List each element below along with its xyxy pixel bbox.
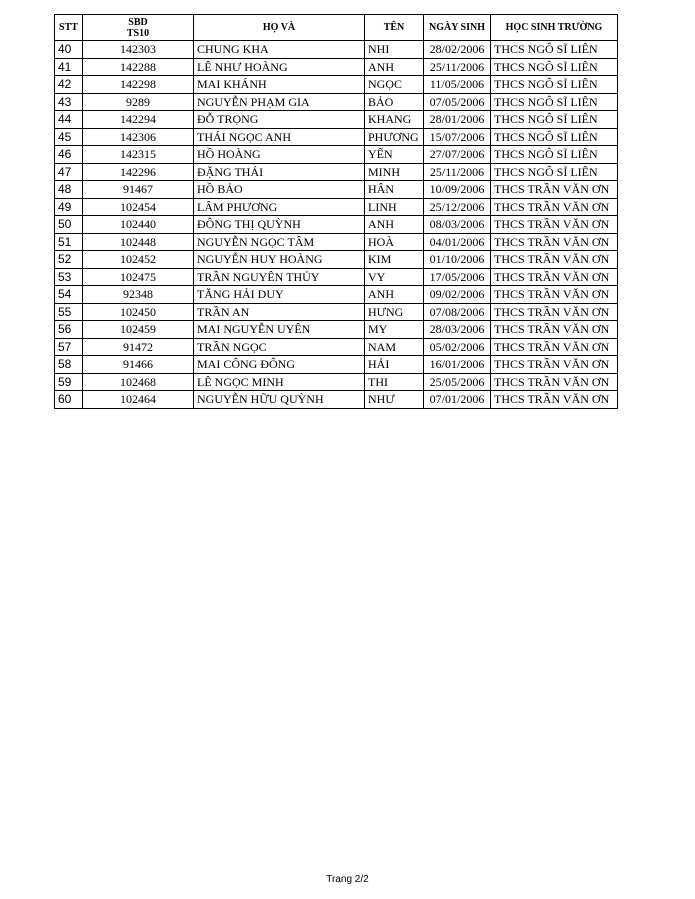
cell-stt: 60 [55,391,83,409]
table-row [55,163,618,181]
cell-ho-va: MAI KHÁNH [194,76,365,94]
cell-ten: VY [365,268,424,286]
cell-stt: 42 [55,76,83,94]
cell-sbd: 92348 [83,286,194,304]
table-row [55,216,618,234]
cell-ngay-sinh: 07/05/2006 [424,93,491,111]
cell-ten: BẢO [365,93,424,111]
cell-ho-va: NGUYỄN HỮU QUỲNH [194,391,365,409]
header-sbd-line1: SBD [128,16,148,28]
cell-ho-va: TRẦN AN [194,303,365,321]
cell-ten: THI [365,373,424,391]
cell-truong: THCS TRẦN VĂN ƠN [491,303,618,321]
cell-truong: THCS NGÔ SĨ LIÊN [491,146,618,164]
cell-ngay-sinh: 09/02/2006 [424,286,491,304]
cell-ho-va: HỒ HOÀNG [194,146,365,164]
table-row [55,41,618,59]
table-row [55,233,618,251]
cell-stt: 58 [55,356,83,374]
cell-ngay-sinh: 11/05/2006 [424,76,491,94]
table-row [55,303,618,321]
cell-ten: PHƯƠNG [365,128,424,146]
cell-ho-va: ĐẶNG THÁI [194,163,365,181]
cell-ngay-sinh: 25/12/2006 [424,198,491,216]
cell-ho-va: LÊ NGỌC MINH [194,373,365,391]
cell-sbd: 142315 [83,146,194,164]
header-ho-va: HỌ VÀ [194,15,365,41]
cell-ngay-sinh: 25/11/2006 [424,58,491,76]
cell-ho-va: NGUYỄN NGỌC TÂM [194,233,365,251]
cell-sbd: 102448 [83,233,194,251]
cell-truong: THCS NGÔ SĨ LIÊN [491,58,618,76]
cell-sbd: 142294 [83,111,194,129]
cell-truong: THCS TRẦN VĂN ƠN [491,391,618,409]
table-row [55,321,618,339]
cell-sbd: 91466 [83,356,194,374]
cell-ten: ANH [365,286,424,304]
cell-truong: THCS TRẦN VĂN ƠN [491,181,618,199]
cell-stt: 41 [55,58,83,76]
cell-ten: NHƯ [365,391,424,409]
cell-sbd: 102454 [83,198,194,216]
cell-ho-va: MAI CÔNG ĐÔNG [194,356,365,374]
cell-ten: MINH [365,163,424,181]
cell-stt: 47 [55,163,83,181]
cell-ngay-sinh: 10/09/2006 [424,181,491,199]
table-row [55,338,618,356]
cell-sbd: 142303 [83,41,194,59]
cell-ten: ANH [365,58,424,76]
cell-stt: 52 [55,251,83,269]
cell-stt: 43 [55,93,83,111]
cell-ho-va: ĐÔNG THỊ QUỲNH [194,216,365,234]
cell-sbd: 102475 [83,268,194,286]
cell-ho-va: NGUYỄN PHẠM GIA [194,93,365,111]
cell-ten: HẢI [365,356,424,374]
table-row [55,356,618,374]
cell-ten: MY [365,321,424,339]
cell-stt: 46 [55,146,83,164]
cell-stt: 49 [55,198,83,216]
cell-ho-va: TĂNG HẢI DUY [194,286,365,304]
table-row [55,286,618,304]
cell-ho-va: ĐỖ TRỌNG [194,111,365,129]
table-row [55,93,618,111]
cell-truong: THCS TRẦN VĂN ƠN [491,233,618,251]
cell-stt: 57 [55,338,83,356]
cell-stt: 53 [55,268,83,286]
cell-truong: THCS NGÔ SĨ LIÊN [491,163,618,181]
cell-truong: THCS TRẦN VĂN ƠN [491,198,618,216]
header-ngay-sinh: NGÀY SINH [424,15,491,41]
cell-ngay-sinh: 01/10/2006 [424,251,491,269]
cell-ho-va: HỒ BẢO [194,181,365,199]
table-row [55,76,618,94]
cell-ngay-sinh: 04/01/2006 [424,233,491,251]
cell-truong: THCS NGÔ SĨ LIÊN [491,111,618,129]
cell-sbd: 142288 [83,58,194,76]
cell-ten: KHANG [365,111,424,129]
header-sbd [83,15,194,41]
cell-truong: THCS NGÔ SĨ LIÊN [491,128,618,146]
cell-sbd: 91467 [83,181,194,199]
table-row [55,251,618,269]
table-row [55,128,618,146]
cell-stt: 40 [55,41,83,59]
cell-truong: THCS TRẦN VĂN ƠN [491,356,618,374]
cell-truong: THCS TRẦN VĂN ƠN [491,321,618,339]
cell-stt: 56 [55,321,83,339]
header-truong: HỌC SINH TRƯỜNG [491,15,618,41]
cell-ten: HƯNG [365,303,424,321]
cell-ngay-sinh: 08/03/2006 [424,216,491,234]
cell-ho-va: THÁI NGỌC ANH [194,128,365,146]
cell-truong: THCS NGÔ SĨ LIÊN [491,76,618,94]
cell-ten: HOÀ [365,233,424,251]
cell-ho-va: MAI NGUYỄN UYÊN [194,321,365,339]
cell-ten: HÂN [365,181,424,199]
cell-stt: 45 [55,128,83,146]
cell-ho-va: LÊ NHƯ HOÀNG [194,58,365,76]
cell-ngay-sinh: 07/08/2006 [424,303,491,321]
cell-ten: KIM [365,251,424,269]
cell-truong: THCS TRẦN VĂN ƠN [491,338,618,356]
cell-ngay-sinh: 15/07/2006 [424,128,491,146]
cell-ngay-sinh: 25/05/2006 [424,373,491,391]
roster-body [55,41,618,409]
cell-ten: NGỌC [365,76,424,94]
cell-stt: 44 [55,111,83,129]
table-row [55,373,618,391]
cell-sbd: 142298 [83,76,194,94]
table-row [55,146,618,164]
cell-ho-va: TRẦN NGUYÊN THỦY [194,268,365,286]
cell-ho-va: TRẦN NGỌC [194,338,365,356]
cell-truong: THCS TRẦN VĂN ƠN [491,268,618,286]
cell-sbd: 142296 [83,163,194,181]
cell-truong: THCS TRẦN VĂN ƠN [491,286,618,304]
header-sbd-line2: TS10 [126,27,150,39]
cell-stt: 51 [55,233,83,251]
cell-sbd: 102464 [83,391,194,409]
header-stt: STT [55,15,83,41]
cell-ho-va: CHUNG KHA [194,41,365,59]
cell-ngay-sinh: 05/02/2006 [424,338,491,356]
cell-stt: 50 [55,216,83,234]
header-row [55,15,618,41]
cell-truong: THCS NGÔ SĨ LIÊN [491,93,618,111]
cell-sbd: 142306 [83,128,194,146]
cell-ngay-sinh: 25/11/2006 [424,163,491,181]
cell-truong: THCS NGÔ SĨ LIÊN [491,41,618,59]
cell-sbd: 102450 [83,303,194,321]
cell-truong: THCS TRẦN VĂN ƠN [491,373,618,391]
cell-sbd: 91472 [83,338,194,356]
cell-ten: ANH [365,216,424,234]
cell-sbd: 102468 [83,373,194,391]
cell-sbd: 102452 [83,251,194,269]
cell-sbd: 102440 [83,216,194,234]
table-row [55,198,618,216]
cell-ngay-sinh: 07/01/2006 [424,391,491,409]
cell-ten: NHI [365,41,424,59]
cell-stt: 54 [55,286,83,304]
cell-sbd: 102459 [83,321,194,339]
table-row [55,181,618,199]
cell-ngay-sinh: 27/07/2006 [424,146,491,164]
table-row [55,58,618,76]
header-ten: TÊN [365,15,424,41]
cell-sbd: 9289 [83,93,194,111]
student-roster-table [54,14,618,409]
table-row [55,111,618,129]
cell-ho-va: NGUYỄN HUY HOÀNG [194,251,365,269]
cell-stt: 59 [55,373,83,391]
table-row [55,268,618,286]
cell-ten: YẾN [365,146,424,164]
cell-ngay-sinh: 17/05/2006 [424,268,491,286]
cell-stt: 55 [55,303,83,321]
cell-stt: 48 [55,181,83,199]
cell-ngay-sinh: 28/02/2006 [424,41,491,59]
cell-ten: NAM [365,338,424,356]
cell-ho-va: LÂM PHƯƠNG [194,198,365,216]
cell-truong: THCS TRẦN VĂN ƠN [491,251,618,269]
cell-ngay-sinh: 16/01/2006 [424,356,491,374]
cell-ngay-sinh: 28/03/2006 [424,321,491,339]
table-row [55,391,618,409]
cell-ngay-sinh: 28/01/2006 [424,111,491,129]
page-number: Trang 2/2 [326,874,369,885]
cell-ten: LINH [365,198,424,216]
cell-truong: THCS TRẦN VĂN ƠN [491,216,618,234]
